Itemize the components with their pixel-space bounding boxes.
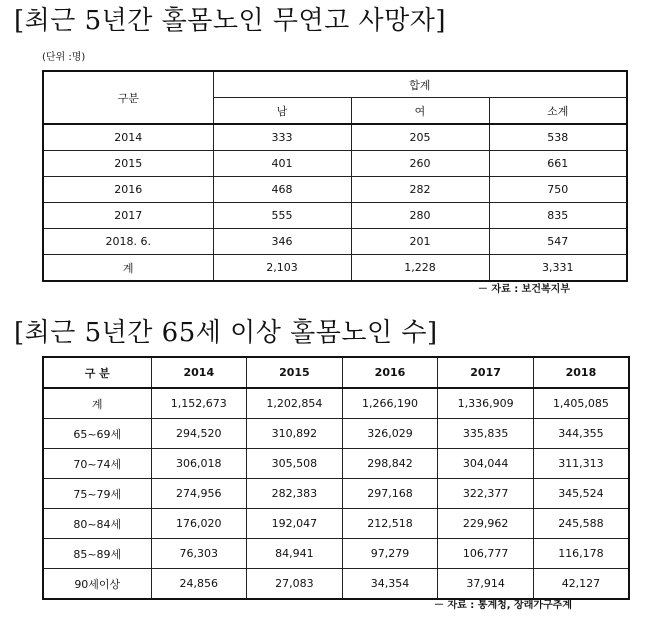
table-row xyxy=(43,229,627,255)
table-row xyxy=(43,177,627,203)
cell: 306,018 xyxy=(151,449,247,479)
cell: 280 xyxy=(351,203,489,229)
cell: 97,279 xyxy=(342,539,438,569)
header-year: 2014 xyxy=(151,357,247,388)
cell: 260 xyxy=(351,151,489,177)
cell: 310,892 xyxy=(247,419,343,449)
cell: 계 xyxy=(43,255,213,282)
cell: 282,383 xyxy=(247,479,343,509)
cell: 84,941 xyxy=(247,539,343,569)
unit-label: (단위 :명) xyxy=(42,52,86,63)
source-note-2: － 자료 : 통계청, 장래가구추계 xyxy=(434,600,572,611)
cell: 311,313 xyxy=(533,449,629,479)
cell: 2016 xyxy=(43,177,213,203)
cell: 2,103 xyxy=(213,255,351,282)
table-row xyxy=(43,509,629,539)
header-year: 2018 xyxy=(533,357,629,388)
cell: 304,044 xyxy=(438,449,534,479)
single-elderly-table xyxy=(42,356,630,600)
cell: 282 xyxy=(351,177,489,203)
cell: 345,524 xyxy=(533,479,629,509)
table2-title: [최근 5년간 65세 이상 홀몸노인 수] xyxy=(14,318,438,348)
cell: 176,020 xyxy=(151,509,247,539)
table-row xyxy=(43,151,627,177)
table-row xyxy=(43,449,629,479)
table-row xyxy=(43,124,627,151)
cell: 322,377 xyxy=(438,479,534,509)
cell: 1,266,190 xyxy=(342,388,438,419)
header-group: 구 분 xyxy=(43,357,151,388)
cell: 305,508 xyxy=(247,449,343,479)
cell: 42,127 xyxy=(533,569,629,600)
cell: 1,336,909 xyxy=(438,388,534,419)
cell: 3,331 xyxy=(489,255,627,282)
cell: 205 xyxy=(351,124,489,151)
cell: 1,202,854 xyxy=(247,388,343,419)
cell: 538 xyxy=(489,124,627,151)
cell: 401 xyxy=(213,151,351,177)
header-year: 2017 xyxy=(438,357,534,388)
cell: 468 xyxy=(213,177,351,203)
subheader-male: 남 xyxy=(213,98,351,125)
cell: 344,355 xyxy=(533,419,629,449)
cell: 계 xyxy=(43,388,151,419)
header-group: 구분 xyxy=(43,71,213,124)
cell: 1,405,085 xyxy=(533,388,629,419)
table-row xyxy=(43,539,629,569)
cell: 65~69세 xyxy=(43,419,151,449)
cell: 294,520 xyxy=(151,419,247,449)
cell: 27,083 xyxy=(247,569,343,600)
cell: 2014 xyxy=(43,124,213,151)
cell: 326,029 xyxy=(342,419,438,449)
subheader-subtotal: 소계 xyxy=(489,98,627,125)
subheader-female: 여 xyxy=(351,98,489,125)
cell: 1,152,673 xyxy=(151,388,247,419)
table-row xyxy=(43,203,627,229)
source-note-1: － 자료 : 보건복지부 xyxy=(477,284,570,295)
cell: 24,856 xyxy=(151,569,247,600)
cell: 2015 xyxy=(43,151,213,177)
cell: 661 xyxy=(489,151,627,177)
header-total: 합계 xyxy=(213,71,627,98)
cell: 547 xyxy=(489,229,627,255)
table-row xyxy=(43,569,629,600)
cell: 37,914 xyxy=(438,569,534,600)
cell: 2018. 6. xyxy=(43,229,213,255)
unclaimed-deaths-table xyxy=(42,70,628,282)
table-row xyxy=(43,419,629,449)
cell: 555 xyxy=(213,203,351,229)
cell: 245,588 xyxy=(533,509,629,539)
cell: 835 xyxy=(489,203,627,229)
cell: 335,835 xyxy=(438,419,534,449)
header-year: 2016 xyxy=(342,357,438,388)
cell: 274,956 xyxy=(151,479,247,509)
cell: 750 xyxy=(489,177,627,203)
cell: 34,354 xyxy=(342,569,438,600)
cell: 116,178 xyxy=(533,539,629,569)
cell: 333 xyxy=(213,124,351,151)
cell: 85~89세 xyxy=(43,539,151,569)
table-row-total xyxy=(43,388,629,419)
cell: 75~79세 xyxy=(43,479,151,509)
cell: 201 xyxy=(351,229,489,255)
cell: 346 xyxy=(213,229,351,255)
cell: 192,047 xyxy=(247,509,343,539)
cell: 297,168 xyxy=(342,479,438,509)
cell: 1,228 xyxy=(351,255,489,282)
cell: 90세이상 xyxy=(43,569,151,600)
cell: 298,842 xyxy=(342,449,438,479)
cell: 70~74세 xyxy=(43,449,151,479)
cell: 2017 xyxy=(43,203,213,229)
cell: 76,303 xyxy=(151,539,247,569)
cell: 80~84세 xyxy=(43,509,151,539)
table-row-total xyxy=(43,255,627,282)
table1-title: [최근 5년간 홀몸노인 무연고 사망자] xyxy=(14,6,447,36)
cell: 212,518 xyxy=(342,509,438,539)
cell: 106,777 xyxy=(438,539,534,569)
header-year: 2015 xyxy=(247,357,343,388)
cell: 229,962 xyxy=(438,509,534,539)
table-row xyxy=(43,479,629,509)
